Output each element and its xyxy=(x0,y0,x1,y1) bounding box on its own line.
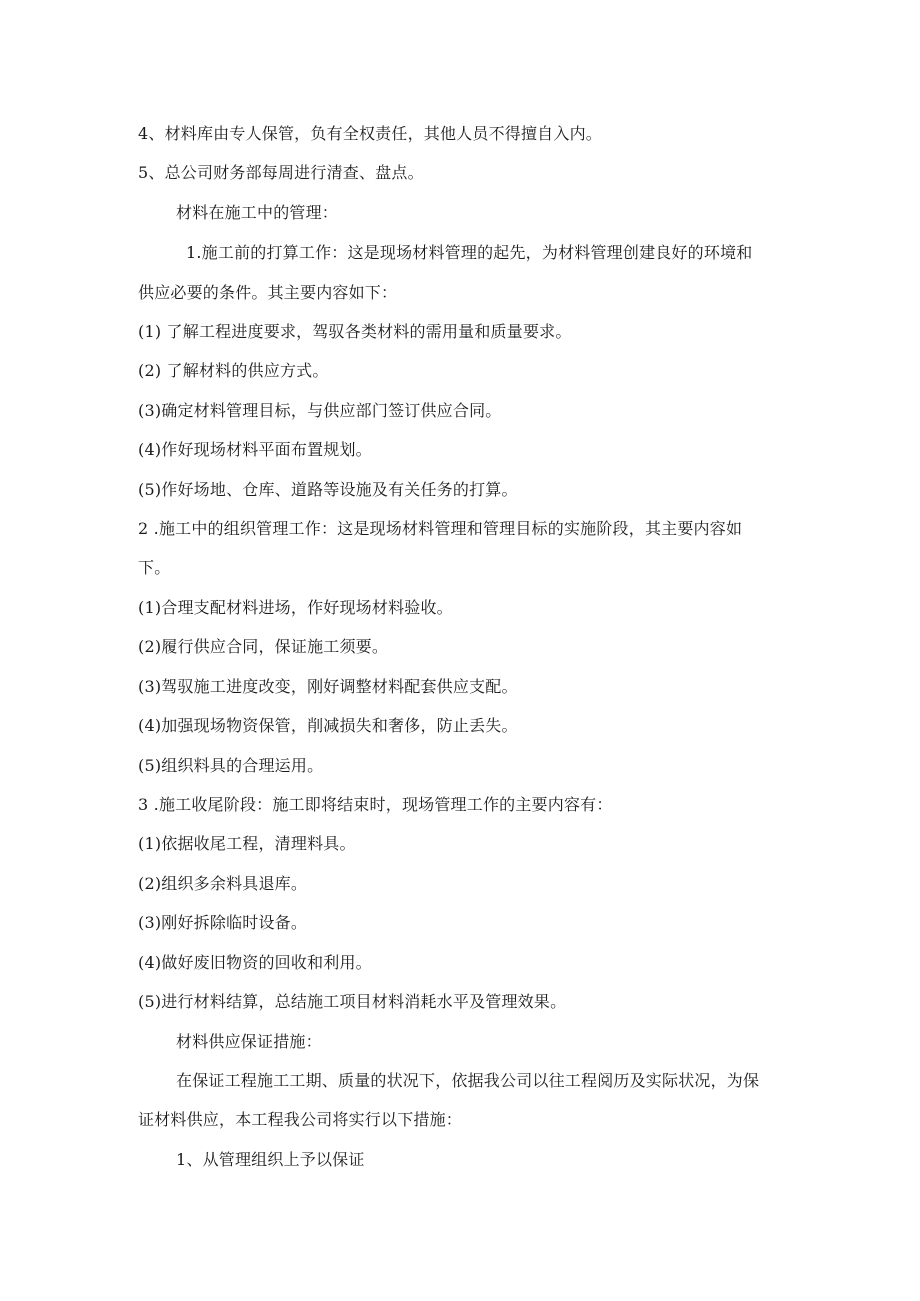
list-item: (2)组织多余料具退库。 xyxy=(138,874,308,893)
text-line: 2 .施工中的组织管理工作：这是现场材料管理和管理目标的实施阶段，其主要内容如 xyxy=(138,519,743,538)
text-line: 在保证工程施工工期、质量的状况下，依据我公司以往工程阅历及实际状况，为保 xyxy=(176,1071,760,1090)
text-line: 下。 xyxy=(138,558,171,577)
list-item: (5)组织料具的合理运用。 xyxy=(138,756,324,775)
list-item: (3)确定材料管理目标，与供应部门签订供应合同。 xyxy=(138,401,502,420)
text-line: 1.施工前的打算工作：这是现场材料管理的起先，为材料管理创建良好的环境和 xyxy=(186,243,753,262)
list-item: (5)进行材料结算，总结施工项目材料消耗水平及管理效果。 xyxy=(138,992,567,1011)
list-item: (4)加强现场物资保管，削减损失和奢侈，防止丢失。 xyxy=(138,716,518,735)
text-line: 1、从管理组织上予以保证 xyxy=(176,1150,365,1169)
list-item: (3)刚好拆除临时设备。 xyxy=(138,913,308,932)
text-line: 证材料供应，本工程我公司将实行以下措施： xyxy=(138,1110,463,1129)
text-line: 5、总公司财务部每周进行清查、盘点。 xyxy=(138,163,424,182)
section-heading: 材料供应保证措施： xyxy=(176,1032,322,1051)
list-item: (4)做好废旧物资的回收和利用。 xyxy=(138,953,372,972)
list-item: (4)作好现场材料平面布置规划。 xyxy=(138,440,372,459)
list-item: (5)作好场地、仓库、道路等设施及有关任务的打算。 xyxy=(138,480,518,499)
list-item: (1)合理支配材料进场，作好现场材料验收。 xyxy=(138,598,453,617)
text-line: 供应必要的条件。其主要内容如下： xyxy=(138,283,398,302)
list-item: (2) 了解材料的供应方式。 xyxy=(138,361,329,380)
text-line: 4、材料库由专人保管，负有全权责任，其他人员不得擅自入内。 xyxy=(138,124,602,143)
text-line: 3 .施工收尾阶段：施工即将结束时，现场管理工作的主要内容有： xyxy=(138,795,613,814)
section-heading: 材料在施工中的管理： xyxy=(176,203,339,222)
list-item: (1)依据收尾工程，清理料具。 xyxy=(138,834,356,853)
list-item: (3)驾驭施工进度改变，刚好调整材料配套供应支配。 xyxy=(138,677,518,696)
list-item: (1) 了解工程进度要求，驾驭各类材料的需用量和质量要求。 xyxy=(138,322,572,341)
list-item: (2)履行供应合同，保证施工须要。 xyxy=(138,637,389,656)
